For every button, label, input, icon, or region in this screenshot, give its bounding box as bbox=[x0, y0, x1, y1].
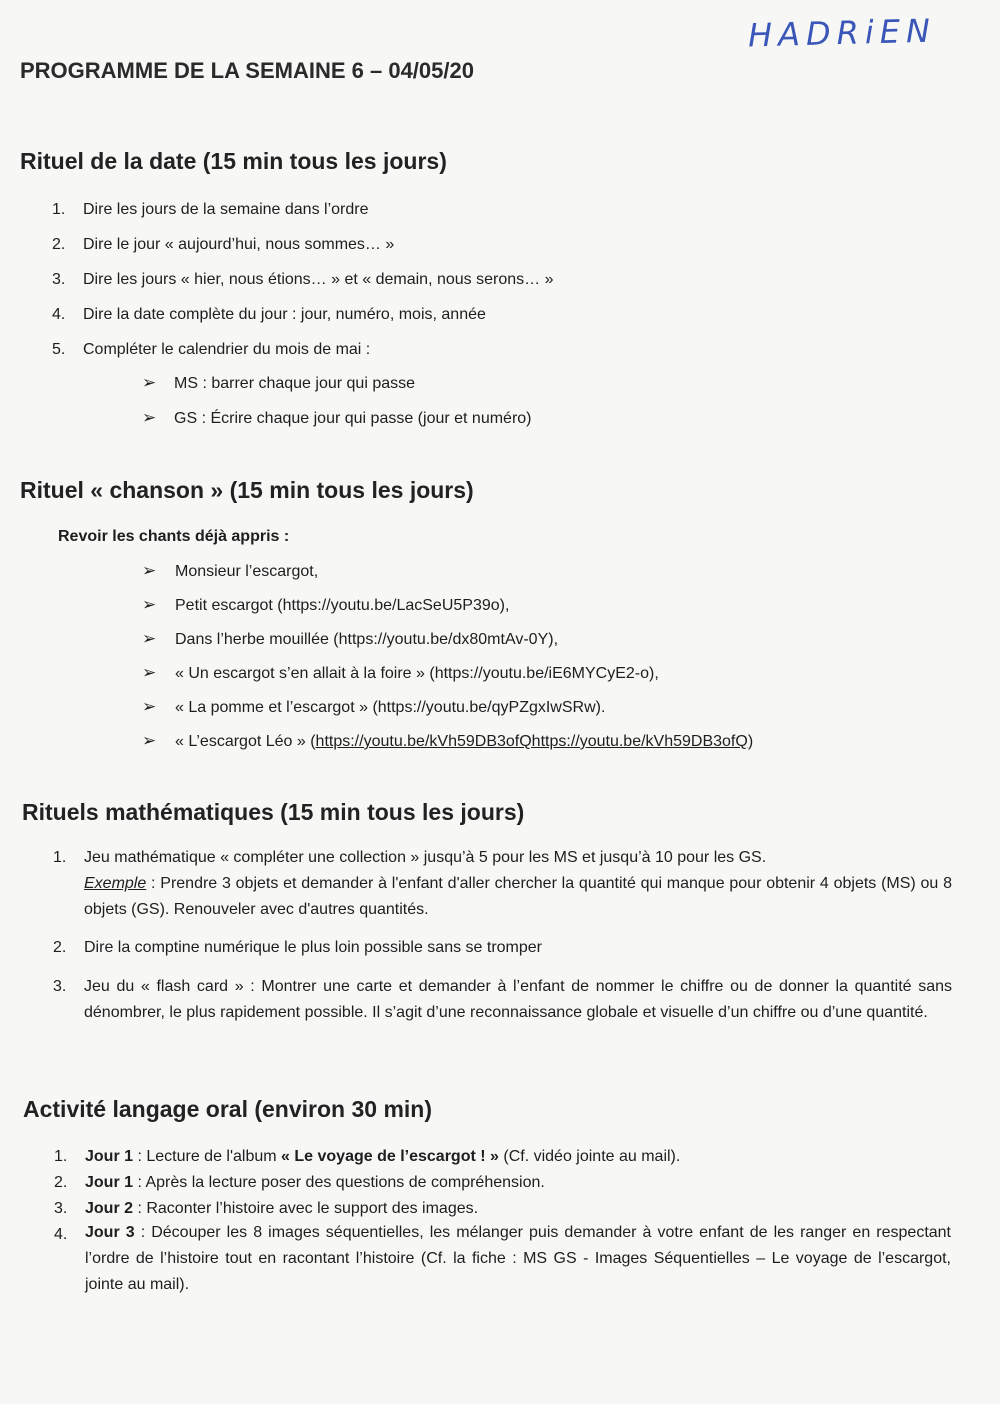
oral-item-text: : Découper les 8 images séquentielles, les mélanger puis demander à votre enfant de les ranger en respectant l’ordre de l’histoire tout en racontant l’histoire (Cf. la fiche : MS GS - Images Séquentielles – Le voyage de l’escargot, jointe au mail). bbox=[85, 1224, 952, 1293]
list-item: Compléter le calendrier du mois de mai : bbox=[83, 341, 371, 358]
song-item bbox=[175, 732, 753, 752]
oral-item bbox=[85, 1220, 951, 1298]
handwritten-name: HADRiEN bbox=[747, 11, 937, 55]
list-number: 3. bbox=[54, 1200, 68, 1217]
song-item: « Un escargot s’en allait à la foire » (https://youtu.be/iE6MYCyE2-o), bbox=[175, 665, 659, 682]
oral-item bbox=[85, 1199, 478, 1219]
list-number: 5. bbox=[52, 341, 66, 358]
arrow-bullet-icon: ➢ bbox=[142, 731, 157, 750]
math-item-1-example bbox=[84, 871, 952, 923]
arrow-bullet-icon: ➢ bbox=[142, 408, 157, 427]
section-heading-math: Rituels mathématiques (15 min tous les jours) bbox=[22, 799, 525, 825]
list-item: Dire les jours de la semaine dans l’ordre bbox=[83, 201, 369, 218]
oral-item bbox=[85, 1173, 545, 1193]
arrow-bullet-icon: ➢ bbox=[142, 697, 157, 716]
math-item-1-text: Jeu mathématique « compléter une collection » jusqu’à 5 pour les MS et jusqu’à 10 pour les GS. bbox=[84, 849, 767, 866]
bullet-item: GS : Écrire chaque jour qui passe (jour et numéro) bbox=[174, 410, 532, 427]
song-item: Petit escargot (https://youtu.be/LacSeU5P39o), bbox=[175, 597, 510, 614]
day-label: Jour 1 bbox=[85, 1148, 134, 1165]
day-label: Jour 2 bbox=[85, 1200, 134, 1217]
example-text: : Prendre 3 objets et demander à l'enfant d'aller chercher la quantité qui manque pour obtenir 4 objets (MS) ou 8 objets (GS). Renouveler avec d'autres quantités. bbox=[84, 875, 952, 918]
arrow-bullet-icon: ➢ bbox=[142, 629, 157, 648]
list-item: Dire les jours « hier, nous étions… » et « demain, nous serons… » bbox=[83, 271, 554, 288]
song-title: « L’escargot Léo » ( bbox=[175, 733, 316, 750]
list-number: 3. bbox=[52, 271, 66, 288]
math-item-2: Dire la comptine numérique le plus loin possible sans se tromper bbox=[84, 939, 542, 956]
song-link[interactable]: https://youtu.be/kVh59DB3ofQhttps://youtu.be/kVh59DB3ofQ bbox=[315, 733, 748, 750]
list-item: Dire la date complète du jour : jour, numéro, mois, année bbox=[83, 306, 486, 323]
section-heading-oral: Activité langage oral (environ 30 min) bbox=[23, 1096, 432, 1122]
song-item: Monsieur l’escargot, bbox=[175, 563, 319, 580]
list-number: 2. bbox=[53, 939, 67, 956]
oral-item bbox=[85, 1147, 680, 1167]
oral-item-text: : Après la lecture poser des questions de compréhension. bbox=[133, 1174, 545, 1191]
section-intro: Revoir les chants déjà appris : bbox=[58, 528, 290, 545]
list-number: 1. bbox=[53, 849, 67, 866]
list-number: 3. bbox=[53, 978, 67, 995]
arrow-bullet-icon: ➢ bbox=[142, 561, 157, 580]
arrow-bullet-icon: ➢ bbox=[142, 373, 157, 392]
arrow-bullet-icon: ➢ bbox=[142, 663, 157, 682]
oral-item-text: : Lecture de l'album bbox=[133, 1148, 282, 1165]
list-number: 2. bbox=[54, 1174, 68, 1191]
math-item-1 bbox=[84, 845, 952, 923]
oral-item-text: (Cf. vidéo jointe au mail). bbox=[498, 1148, 681, 1165]
example-label: Exemple bbox=[84, 875, 147, 892]
song-item: « La pomme et l’escargot » (https://youtu.be/qyPZgxIwSRw). bbox=[175, 699, 606, 716]
oral-item-text: : Raconter l’histoire avec le support des images. bbox=[133, 1200, 479, 1217]
section-heading-chanson: Rituel « chanson » (15 min tous les jours) bbox=[20, 477, 474, 503]
album-title: « Le voyage de l’escargot ! » bbox=[281, 1148, 499, 1165]
song-suffix: ) bbox=[747, 733, 754, 750]
list-number: 1. bbox=[54, 1148, 68, 1165]
list-number: 2. bbox=[52, 236, 66, 253]
day-label: Jour 3 bbox=[85, 1224, 135, 1241]
list-number: 4. bbox=[54, 1226, 68, 1243]
list-item: Dire le jour « aujourd’hui, nous sommes… » bbox=[83, 236, 395, 253]
day-label: Jour 1 bbox=[85, 1174, 134, 1191]
list-number: 4. bbox=[52, 306, 66, 323]
arrow-bullet-icon: ➢ bbox=[142, 595, 157, 614]
list-number: 1. bbox=[52, 201, 66, 218]
math-item-3: Jeu du « flash card » : Montrer une carte et demander à l’enfant de nommer le chiffre ou de donner la quantité sans dénombrer, le plus rapidement possible. Il s’agit d’une reconnaissance globale et visuelle d’un chiffre ou d’une quantité. bbox=[84, 978, 952, 1021]
section-heading-date: Rituel de la date (15 min tous les jours) bbox=[20, 148, 447, 174]
song-item: Dans l’herbe mouillée (https://youtu.be/dx80mtAv-0Y), bbox=[175, 631, 559, 648]
bullet-item: MS : barrer chaque jour qui passe bbox=[174, 375, 416, 392]
page-title: PROGRAMME DE LA SEMAINE 6 – 04/05/20 bbox=[20, 58, 474, 83]
